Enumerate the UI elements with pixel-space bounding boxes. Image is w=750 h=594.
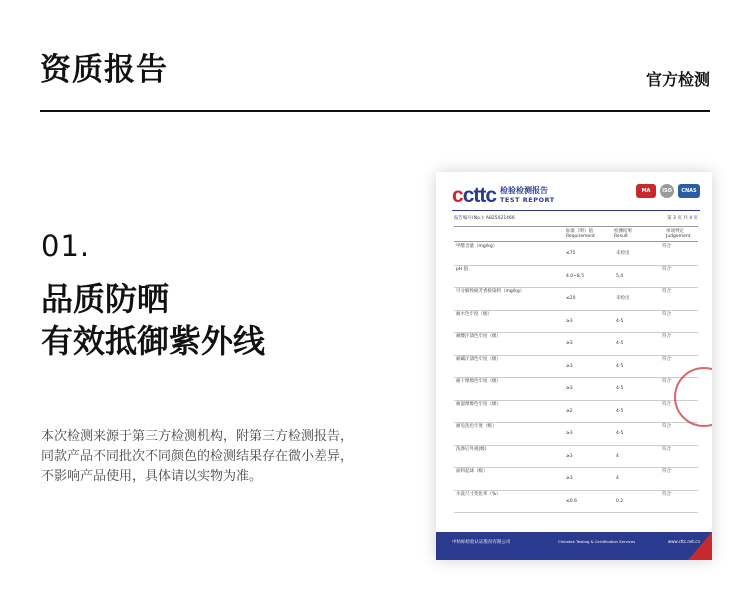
row-item: 耐湿摩擦色牢度（级） — [456, 401, 501, 407]
row-divider — [454, 310, 698, 311]
row-judgement: 符合 — [662, 334, 671, 339]
row-item: 耐皂洗色牢度（级） — [456, 424, 497, 429]
row-judgement: 符合 — [662, 356, 671, 362]
row-judgement: 符合 — [662, 469, 671, 474]
row-item: pH 值 — [456, 266, 469, 272]
section-heading-line2: 有效抵御紫外线 — [41, 322, 266, 360]
row-divider — [454, 355, 698, 356]
row-result: 4 — [616, 476, 619, 481]
row-divider — [454, 445, 698, 446]
row-judgement: 符合 — [662, 491, 671, 497]
certification-marks — [636, 184, 700, 198]
row-item: 耐酸汗渍色牢度（级） — [456, 334, 501, 339]
row-item: 耐碱汗渍色牢度（级） — [456, 356, 501, 362]
row-divider — [454, 332, 698, 333]
row-judgement: 符合 — [662, 401, 671, 407]
row-judgement: 符合 — [662, 446, 671, 452]
row-result: 4-5 — [616, 363, 624, 369]
row-divider — [454, 467, 698, 468]
section-heading-line1: 品质防晒 — [41, 280, 170, 318]
row-result: 未检出 — [616, 251, 630, 256]
report-title-en: TEST REPORT — [500, 196, 555, 204]
description-line: 同款产品不同批次不同颜色的检测结果存在微小差异， — [41, 449, 354, 464]
row-judgement: 符合 — [662, 379, 671, 384]
row-divider — [454, 287, 698, 288]
iso-mark-icon: ISO — [660, 184, 674, 198]
row-result: 未检出 — [616, 296, 630, 301]
row-judgement: 符合 — [662, 424, 671, 429]
description-line: 不影响产品使用，具体请以实物为准。 — [41, 469, 263, 484]
row-requirement: ≥3 — [566, 453, 573, 459]
col-result: 检测结果 Result — [614, 229, 632, 239]
row-item: 可分解致癌芳香胺染料（mg/kg） — [456, 289, 525, 294]
page-title: 资质报告 — [40, 52, 168, 88]
footer-company: 中纺标检验认证股份有限公司 — [452, 540, 511, 545]
row-requirement: ≤0.6 — [566, 498, 577, 504]
row-result: 4-5 — [616, 341, 624, 346]
report-header-rule — [452, 210, 700, 211]
ma-mark-icon: MA — [636, 184, 656, 198]
section-description — [41, 427, 381, 487]
col-judgement: 单项判定 Judgement — [666, 229, 691, 239]
row-judgement: 符合 — [662, 289, 671, 294]
row-requirement: ≤20 — [566, 296, 576, 301]
red-stamp — [674, 367, 712, 427]
row-divider — [454, 265, 698, 266]
row-requirement: ≤75 — [566, 251, 576, 256]
row-divider — [454, 377, 698, 378]
row-item: 洗涤后外观(级) — [456, 446, 487, 452]
row-requirement: ≥3 — [566, 363, 573, 369]
row-divider — [454, 400, 698, 401]
report-number: 报告编号(No.): A825021466 — [454, 216, 515, 221]
row-result: 4-5 — [616, 431, 624, 436]
col-requirement: 标准（明）值 Requirement — [566, 229, 595, 239]
row-item: 耐水色牢度（级） — [456, 311, 492, 317]
row-judgement: 符合 — [662, 244, 671, 249]
report-page-info: 第 3 页 共 4 页 — [667, 216, 698, 221]
row-requirement: ≥3 — [566, 476, 573, 481]
row-requirement: ≥2 — [566, 408, 573, 414]
row-requirement: ≥3 — [566, 341, 573, 346]
footer-company-en: Chinatex Testing & Certification Services — [558, 539, 636, 544]
report-table-header — [454, 226, 698, 242]
header-divider — [40, 110, 710, 112]
row-judgement: 符合 — [662, 266, 671, 272]
row-divider — [454, 490, 698, 491]
footer-url: www.cttc.net.cn — [667, 539, 700, 544]
row-requirement: 4.0~8.5 — [566, 273, 585, 279]
row-result: 4 — [616, 453, 619, 459]
row-item: 水洗尺寸变化率（%） — [456, 491, 501, 497]
footer-corner-decoration — [688, 532, 712, 560]
header-right-label: 官方检测 — [645, 70, 710, 89]
row-requirement: ≥3 — [566, 386, 573, 391]
report-footer — [436, 532, 712, 560]
section-number: 01. — [41, 229, 91, 263]
description-line: 本次检测来源于第三方检测机构，附第三方检测报告， — [41, 429, 354, 444]
test-report-image — [436, 172, 712, 560]
row-judgement: 符合 — [662, 311, 671, 317]
row-requirement: ≥3 — [566, 431, 573, 436]
row-result: 4-5 — [616, 386, 624, 391]
row-item: 耐干摩擦色牢度（级） — [456, 379, 501, 384]
cnas-mark-icon: CNAS — [678, 184, 700, 198]
row-requirement: ≥3 — [566, 318, 573, 324]
row-result: 4-5 — [616, 408, 624, 414]
row-result: 5.4 — [616, 273, 624, 279]
row-item: 面料起球（级） — [456, 469, 488, 474]
report-title-cn: 检验检测报告 — [500, 186, 548, 195]
row-item: 甲醛含量（mg/kg） — [456, 244, 498, 249]
row-result: 0.2 — [616, 498, 624, 504]
cttc-logo: ccttc — [452, 184, 497, 207]
row-result: 4-5 — [616, 318, 624, 324]
row-divider — [454, 422, 698, 423]
row-divider — [454, 512, 698, 513]
